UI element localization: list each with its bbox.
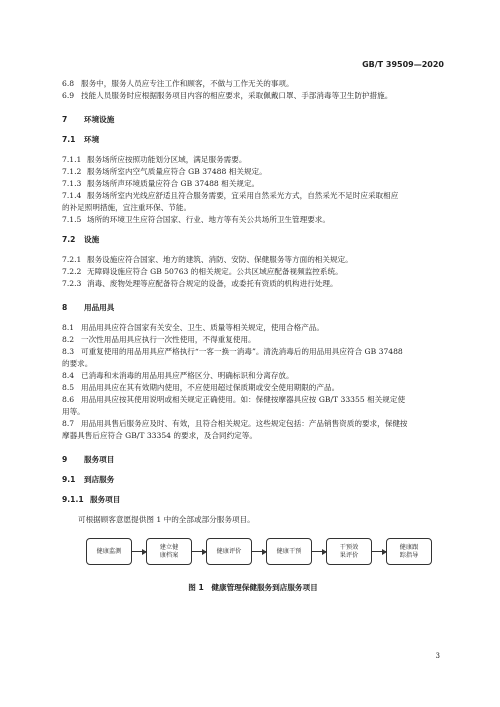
section-9-1-1-heading: 9.1.1 服务项目 <box>62 495 121 504</box>
section-7-1-heading: 7.1 环境 <box>62 135 100 144</box>
flow-box-health-records: 建立健 康档案 <box>146 538 192 565</box>
clause-7-2-2: 7.2.2 无障碍设施应符合 GB 50763 的相关规定。公共区域应配备视频监控系统。 <box>62 267 343 276</box>
flow-arrow <box>192 551 206 552</box>
figure-caption: 图 1 健康管理保健服务到店服务项目 <box>188 583 318 592</box>
clause-7-2-1: 7.2.1 服务设施应符合国家、地方的建筑、消防、安防、保健服务等方面的相关规定。 <box>62 255 353 264</box>
clause-8-3: 8.3 可重复使用的用品用具应严格执行“一客一换一消毒”。清洗消毒后的用品用具应符合 GB 37488 <box>62 347 403 356</box>
clause-7-1-1: 7.1.1 服务场所应按照功能划分区域，满足服务需要。 <box>62 155 247 164</box>
flow-box-health-intervention: 健康干预 <box>266 538 312 565</box>
clause-8-1: 8.1 用品用具应符合国家有关安全、卫生、质量等相关规定，使用合格产品。 <box>62 323 324 332</box>
page-number: 3 <box>435 652 440 660</box>
clause-7-2-3: 7.2.3 消毒、废物处理等应配备符合规定的设备，或委托有资质的机构进行处理。 <box>62 279 338 288</box>
flow-arrow <box>372 551 386 552</box>
standard-code: GB/T 39509—2020 <box>362 60 444 69</box>
flow-box-health-assessment: 健康评价 <box>206 538 252 565</box>
clause-7-1-4-continued: 的补足照明措施，宜注重环保、节能。 <box>62 203 192 212</box>
flow-arrow <box>312 551 326 552</box>
figure-intro: 可根据顾客意愿提供图 1 中的全部或部分服务项目。 <box>78 515 255 524</box>
clause-8-6-continued: 用等。 <box>62 407 85 416</box>
clause-8-7-continued: 摩器具售后应符合 GB/T 33354 的要求，及合同约定等。 <box>62 431 257 440</box>
clause-8-4: 8.4 已消毒和未消毒的用品用具应严格区分、明确标识和分离存放。 <box>62 371 294 380</box>
service-flow-diagram <box>62 530 444 574</box>
clause-8-7: 8.7 用品用具售后服务应及时、有效，且符合相关规定。这些规定包括：产品销售资质的要求，保健按 <box>62 419 408 428</box>
flow-arrow <box>132 551 146 552</box>
section-9-heading: 9 服务项目 <box>62 455 115 464</box>
flow-box-follow-up-guidance: 健康跟 踪指导 <box>386 538 432 565</box>
flow-box-intervention-evaluation: 干预效 果评价 <box>326 538 372 565</box>
clause-7-1-4: 7.1.4 服务场所室内光线应舒适且符合服务需要，宜采用自然采光方式，自然采光不足时应采取相应 <box>62 191 399 200</box>
clause-7-1-5: 7.1.5 场所的环境卫生应符合国家、行业、地方等有关公共场所卫生管理要求。 <box>62 215 330 224</box>
clause-6-8: 6.8 服务中，服务人员应专注工作和顾客，不做与工作无关的事项。 <box>62 79 294 88</box>
clause-8-5: 8.5 用品用具应在其有效期内使用，不应使用超过保质期或安全使用期限的产品。 <box>62 383 340 392</box>
clause-8-6: 8.6 用品用具应按其使用说明或相关规定正确使用。如：保健按摩器具应按 GB/T 33355 相关规定使 <box>62 395 406 404</box>
section-8-heading: 8 用品用具 <box>62 303 115 312</box>
flow-arrow <box>252 551 266 552</box>
section-7-heading: 7 环境设施 <box>62 115 115 124</box>
section-9-1-heading: 9.1 到店服务 <box>62 475 115 484</box>
flow-box-health-monitoring: 健康监测 <box>86 538 132 565</box>
clause-8-3-continued: 的要求。 <box>62 359 93 368</box>
clause-7-1-2: 7.1.2 服务场所室内空气质量应符合 GB 37488 相关规定。 <box>62 167 267 176</box>
clause-6-9: 6.9 技能人员服务时应根据服务项目内容的相应要求，采取佩戴口罩、手部消毒等卫生防护措施。 <box>62 91 393 100</box>
section-7-2-heading: 7.2 设施 <box>62 235 100 244</box>
document-body <box>62 78 444 593</box>
clause-7-1-3: 7.1.3 服务场所声环境质量应符合 GB 37488 相关规定。 <box>62 179 260 188</box>
clause-8-2: 8.2 一次性用品用具应执行一次性使用，不得重复使用。 <box>62 335 256 344</box>
